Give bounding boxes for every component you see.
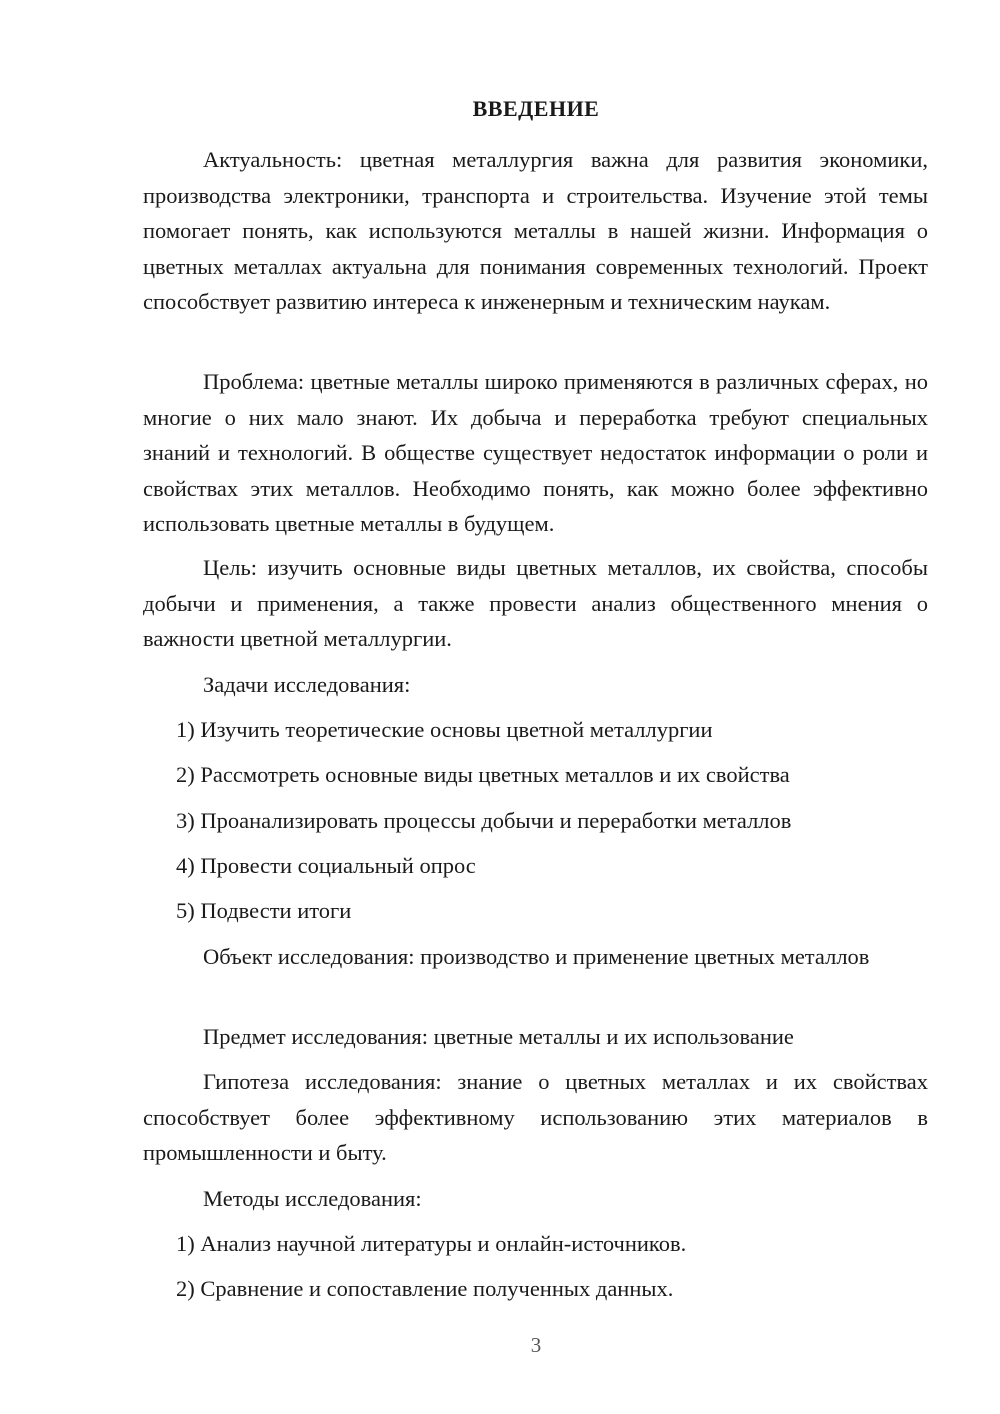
task-item: 3) Проанализировать процессы добычи и переработки металлов: [176, 808, 792, 833]
task-item: 1) Изучить теоретические основы цветной металлургии: [176, 717, 713, 742]
method-item: 2) Сравнение и сопоставление полученных данных.: [176, 1276, 674, 1301]
goal-paragraph: Цель: изучить основные виды цветных металлов, их свойства, способы добычи и применения, а также провести анализ общественного мнения о важности цветной металлургии.: [143, 555, 928, 651]
task-item: 2) Рассмотреть основные виды цветных металлов и их свойства: [176, 762, 790, 787]
object-paragraph: Объект исследования: производство и применение цветных металлов: [203, 944, 870, 969]
methods-heading: Методы исследования:: [203, 1186, 422, 1211]
hypothesis-paragraph: Гипотеза исследования: знание о цветных металлах и их свойствах способствует более эффективному использованию этих материалов в промышленности и быту.: [143, 1069, 928, 1165]
task-item: 4) Провести социальный опрос: [176, 853, 476, 878]
subject-paragraph: Предмет исследования: цветные металлы и их использование: [203, 1024, 794, 1049]
problem-paragraph: Проблема: цветные металлы широко применяются в различных сферах, но многие о них мало знают. Их добыча и переработка требуют специальных знаний и технологий. В обществе существует недостаток информации о роли и свойствах этих металлов. Необходимо понять, как можно более эффективно использовать цветные металлы в будущем.: [143, 369, 928, 536]
page-number: 3: [530, 1333, 542, 1357]
tasks-heading: Задачи исследования:: [203, 672, 411, 697]
task-item: 5) Подвести итоги: [176, 898, 352, 923]
page-title: ВВЕДЕНИЕ: [472, 96, 600, 121]
method-item: 1) Анализ научной литературы и онлайн-источников.: [176, 1231, 687, 1256]
relevance-paragraph: Актуальность: цветная металлургия важна для развития экономики, производства электроники, транспорта и строительства. Изучение этой темы помогает понять, как используются металлы в нашей жизни. Информация о цветных металлах актуальна для понимания современных технологий. Проект способствует развитию интереса к инженерным и техническим наукам.: [143, 147, 928, 314]
